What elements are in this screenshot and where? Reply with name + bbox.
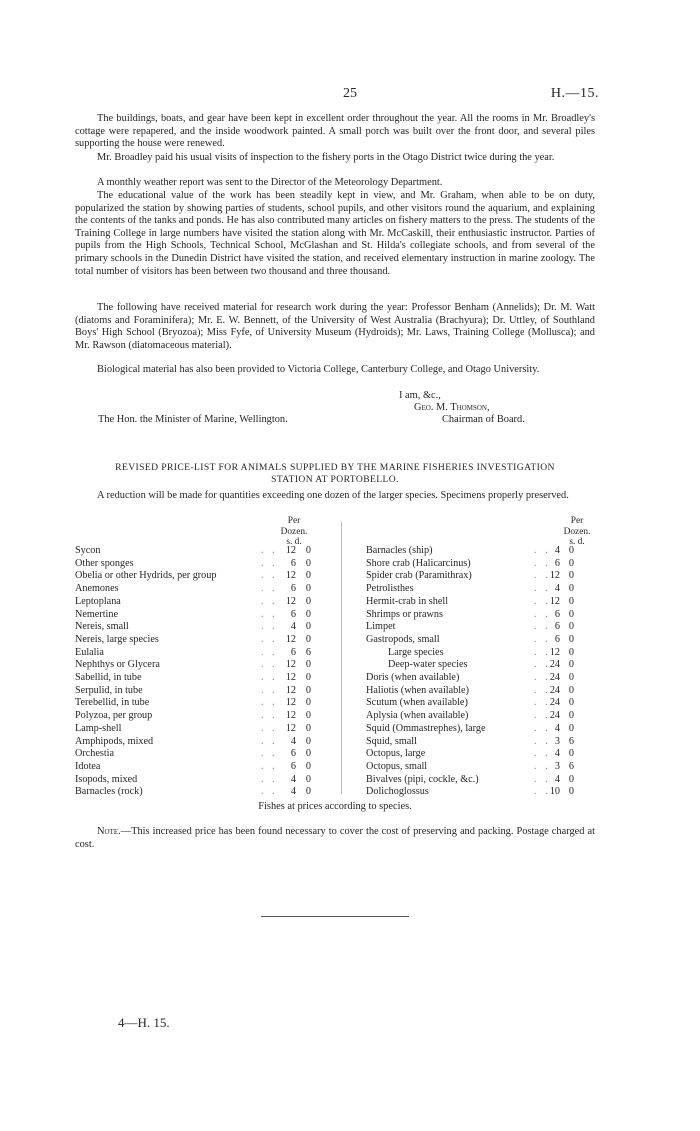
paragraph-inspection: Mr. Broadley paid his usual visits of inspection to the fishery ports in the Otago District twice during the year. bbox=[97, 152, 555, 163]
species-name: Octopus, large bbox=[366, 748, 426, 760]
price-row bbox=[366, 621, 596, 634]
price-shillings: 12 bbox=[285, 659, 296, 671]
pricelist-heading-line2: STATION AT PORTOBELLO. bbox=[271, 474, 399, 485]
price-pence: 0 bbox=[305, 684, 311, 696]
price-shillings: 24 bbox=[549, 684, 560, 696]
price-shillings: 6 bbox=[554, 633, 560, 645]
leader-dots: . . bbox=[261, 621, 278, 633]
price-row bbox=[366, 748, 596, 761]
species-name: Other sponges bbox=[75, 557, 134, 569]
leader-dots: . . bbox=[534, 748, 551, 760]
price-pence: 0 bbox=[305, 633, 311, 645]
species-name: Bivalves (pipi, cockle, &c.) bbox=[366, 773, 479, 785]
price-pence: 0 bbox=[305, 595, 311, 607]
price-pence: 0 bbox=[305, 672, 311, 683]
signatory-name: Geo. M. Thomson, bbox=[414, 402, 490, 413]
species-name: Hermit-crab in shell bbox=[366, 595, 449, 607]
leader-dots: . . bbox=[534, 735, 551, 747]
leader-dots: . . bbox=[261, 646, 278, 658]
price-row bbox=[366, 761, 596, 774]
species-name: Serpulid, in tube bbox=[75, 684, 143, 696]
price-pence: 0 bbox=[305, 583, 311, 595]
species-name: Terebellid, in tube bbox=[75, 697, 150, 709]
price-pence: 0 bbox=[305, 748, 311, 760]
pricelist-heading bbox=[75, 462, 595, 486]
price-row bbox=[75, 761, 325, 774]
price-pence: 0 bbox=[568, 722, 574, 734]
price-pence: 0 bbox=[305, 735, 311, 747]
price-pence: 6 bbox=[305, 646, 311, 658]
price-pence: 0 bbox=[568, 621, 574, 633]
pricelist-heading-line1: REVISED PRICE-LIST FOR ANIMALS SUPPLIED BY THE MARINE FISHERIES INVESTIGATION bbox=[115, 462, 555, 473]
price-row bbox=[366, 545, 596, 558]
leader-dots: . . bbox=[261, 672, 278, 683]
price-pence: 0 bbox=[305, 710, 311, 722]
species-name: Large species bbox=[388, 646, 444, 658]
price-pence: 0 bbox=[305, 786, 311, 798]
pricelist-intro: A reduction will be made for quantities exceeding one dozen of the larger species. Specimens properly preserved. bbox=[97, 490, 569, 501]
price-row bbox=[75, 545, 325, 558]
leader-dots: . . bbox=[261, 545, 278, 556]
species-name: Nemertine bbox=[75, 608, 118, 620]
leader-dots: . . bbox=[534, 684, 551, 696]
species-name: Petrolisthes bbox=[366, 583, 414, 595]
price-row bbox=[75, 609, 325, 622]
leader-dots: . . bbox=[534, 595, 551, 607]
paragraph-biological: Biological material has also been provided to Victoria College, Canterbury College, and Otago University. bbox=[97, 364, 540, 375]
species-name: Shrimps or prawns bbox=[366, 608, 443, 620]
price-shillings: 6 bbox=[290, 748, 296, 760]
price-row bbox=[366, 609, 596, 622]
leader-dots: . . bbox=[534, 672, 551, 683]
leader-dots: . . bbox=[534, 722, 551, 734]
species-name: Eulalia bbox=[75, 646, 104, 658]
price-row bbox=[366, 647, 596, 660]
species-name: Squid (Ommastrephes), large bbox=[366, 722, 486, 734]
leader-dots: . . bbox=[534, 633, 551, 645]
leader-dots: . . bbox=[261, 633, 278, 645]
species-name: Obelia or other Hydrids, per group bbox=[75, 570, 217, 582]
price-row bbox=[75, 723, 325, 736]
leader-dots: . . bbox=[534, 646, 551, 658]
price-row bbox=[366, 710, 596, 723]
price-row bbox=[366, 786, 596, 799]
leader-dots: . . bbox=[261, 710, 278, 722]
price-pence: 0 bbox=[568, 633, 574, 645]
species-name: Dolichoglossus bbox=[366, 786, 429, 798]
species-name: Nereis, small bbox=[75, 621, 129, 633]
price-shillings: 6 bbox=[554, 608, 560, 620]
leader-dots: . . bbox=[261, 608, 278, 620]
price-row bbox=[366, 570, 596, 583]
right-column-header: Per Dozen. s. d. bbox=[563, 516, 591, 547]
species-name: Isopods, mixed bbox=[75, 773, 138, 785]
leader-dots: . . bbox=[534, 570, 551, 582]
price-shillings: 12 bbox=[285, 672, 296, 683]
report-reference: H.—15. bbox=[550, 86, 599, 101]
price-row bbox=[366, 685, 596, 698]
price-shillings: 6 bbox=[290, 646, 296, 658]
species-name: Leptoplana bbox=[75, 595, 121, 607]
leader-dots: . . bbox=[261, 583, 278, 595]
leader-dots: . . bbox=[534, 773, 551, 785]
closing-line: I am, &c., bbox=[399, 390, 441, 401]
paragraph-weather: A monthly weather report was sent to the Director of the Meteorology Department. bbox=[97, 177, 443, 188]
price-pence: 0 bbox=[568, 697, 574, 709]
price-shillings: 12 bbox=[285, 633, 296, 645]
price-row bbox=[366, 672, 596, 685]
species-name: Amphipods, mixed bbox=[75, 735, 154, 747]
leader-dots: . . bbox=[261, 722, 278, 734]
price-shillings: 6 bbox=[554, 621, 560, 633]
price-row bbox=[75, 583, 325, 596]
price-shillings: 12 bbox=[285, 697, 296, 709]
price-shillings: 12 bbox=[285, 545, 296, 556]
price-row bbox=[366, 583, 596, 596]
price-pence: 0 bbox=[568, 595, 574, 607]
price-row bbox=[75, 558, 325, 571]
species-name: Barnacles (rock) bbox=[75, 786, 143, 798]
leader-dots: . . bbox=[261, 786, 278, 798]
leader-dots: . . bbox=[534, 557, 551, 569]
left-column-header: Per Dozen. s. d. bbox=[280, 516, 308, 547]
price-shillings: 6 bbox=[290, 583, 296, 595]
price-shillings: 6 bbox=[554, 557, 560, 569]
species-name: Aplysia (when available) bbox=[366, 710, 469, 722]
species-name: Squid, small bbox=[366, 735, 417, 747]
price-row bbox=[75, 685, 325, 698]
species-name: Shore crab (Halicarcinus) bbox=[366, 557, 471, 569]
price-shillings: 10 bbox=[549, 786, 560, 798]
paragraph-buildings: The buildings, boats, and gear have been kept in excellent order throughout the year. All the rooms in Mr. Broadley's cottage were repapered, and the inside woodwork painted. A small porch was built over the front door, and several piles supporting the house were renewed. bbox=[75, 113, 595, 150]
species-name: Haliotis (when available) bbox=[366, 684, 469, 696]
species-name: Barnacles (ship) bbox=[366, 545, 433, 556]
price-shillings: 4 bbox=[554, 722, 560, 734]
price-row bbox=[75, 659, 325, 672]
price-pence: 0 bbox=[568, 545, 574, 556]
note-paragraph: Note.—This increased price has been found necessary to cover the cost of preserving and packing. Postage charged at cost. bbox=[75, 826, 595, 850]
species-name: Sycon bbox=[75, 545, 101, 556]
species-name: Nereis, large species bbox=[75, 633, 159, 645]
species-name: Octopus, small bbox=[366, 760, 428, 772]
price-pence: 0 bbox=[568, 583, 574, 595]
leader-dots: . . bbox=[261, 557, 278, 569]
species-name: Lamp-shell bbox=[75, 722, 122, 734]
species-name: Scutum (when available) bbox=[366, 697, 468, 709]
price-row bbox=[366, 634, 596, 647]
price-pence: 6 bbox=[568, 760, 574, 772]
price-pence: 0 bbox=[305, 621, 311, 633]
price-pence: 0 bbox=[305, 697, 311, 709]
price-row bbox=[75, 774, 325, 787]
leader-dots: . . bbox=[261, 697, 278, 709]
price-shillings: 24 bbox=[549, 710, 560, 722]
leader-dots: . . bbox=[261, 760, 278, 772]
leader-dots: . . bbox=[534, 545, 551, 556]
signature-mark: 4—H. 15. bbox=[118, 1015, 170, 1030]
species-name: Doris (when available) bbox=[366, 672, 460, 683]
price-shillings: 6 bbox=[290, 760, 296, 772]
leader-dots: . . bbox=[261, 570, 278, 582]
leader-dots: . . bbox=[261, 748, 278, 760]
leader-dots: . . bbox=[261, 595, 278, 607]
price-pence: 6 bbox=[568, 735, 574, 747]
price-pence: 0 bbox=[568, 773, 574, 785]
price-pence: 0 bbox=[568, 710, 574, 722]
price-row bbox=[366, 596, 596, 609]
price-shillings: 3 bbox=[554, 735, 560, 747]
price-row bbox=[75, 596, 325, 609]
price-pence: 0 bbox=[568, 672, 574, 683]
price-pence: 0 bbox=[305, 773, 311, 785]
price-shillings: 4 bbox=[554, 545, 560, 556]
price-row bbox=[366, 774, 596, 787]
price-pence: 0 bbox=[568, 659, 574, 671]
price-shillings: 6 bbox=[290, 608, 296, 620]
species-name: Limpet bbox=[366, 621, 396, 633]
leader-dots: . . bbox=[261, 659, 278, 671]
price-pence: 0 bbox=[568, 570, 574, 582]
price-shillings: 4 bbox=[554, 583, 560, 595]
species-name: Spider crab (Paramithrax) bbox=[366, 570, 472, 582]
species-name: Nephthys or Glycera bbox=[75, 659, 160, 671]
price-row bbox=[366, 697, 596, 710]
price-pence: 0 bbox=[568, 786, 574, 798]
price-row bbox=[75, 672, 325, 685]
species-name: Deep-water species bbox=[388, 659, 468, 671]
price-shillings: 4 bbox=[554, 748, 560, 760]
price-pence: 0 bbox=[305, 545, 311, 556]
price-row bbox=[75, 748, 325, 761]
leader-dots: . . bbox=[534, 786, 551, 798]
price-row bbox=[75, 697, 325, 710]
page-number: 25 bbox=[343, 86, 357, 101]
price-shillings: 12 bbox=[549, 570, 560, 582]
price-shillings: 24 bbox=[549, 697, 560, 709]
price-shillings: 12 bbox=[549, 595, 560, 607]
leader-dots: . . bbox=[534, 583, 551, 595]
price-shillings: 4 bbox=[290, 621, 296, 633]
signatory-title: Chairman of Board. bbox=[442, 414, 525, 425]
price-shillings: 12 bbox=[285, 595, 296, 607]
price-shillings: 12 bbox=[285, 570, 296, 582]
price-shillings: 24 bbox=[549, 659, 560, 671]
price-row bbox=[75, 710, 325, 723]
price-row bbox=[75, 634, 325, 647]
price-shillings: 4 bbox=[290, 773, 296, 785]
price-pence: 0 bbox=[568, 646, 574, 658]
price-pence: 0 bbox=[305, 659, 311, 671]
addressee: The Hon. the Minister of Marine, Wellington. bbox=[98, 414, 288, 425]
price-shillings: 24 bbox=[549, 672, 560, 683]
leader-dots: . . bbox=[261, 773, 278, 785]
price-pence: 0 bbox=[305, 570, 311, 582]
price-row bbox=[75, 786, 325, 799]
price-row bbox=[75, 736, 325, 749]
leader-dots: . . bbox=[534, 608, 551, 620]
price-shillings: 4 bbox=[290, 735, 296, 747]
paragraph-research: The following have received material for research work during the year: Professor Benham (Annelids); Dr. M. Watt (diatoms and Foraminifera); Mr. E. W. Bennett, of the University of West Australia (Brachyura); Dr. Uttley, of Southland Boys' High School (Bryozoa); Miss Fyfe, of University Museum (Hydroids); Mr. Laws, Training College (Mollusca); and Mr. Rawson (diatomaceous material). bbox=[75, 302, 595, 351]
price-pence: 0 bbox=[568, 608, 574, 620]
species-name: Gastropods, small bbox=[366, 633, 440, 645]
leader-dots: . . bbox=[534, 621, 551, 633]
column-divider bbox=[341, 522, 342, 794]
species-name: Idotea bbox=[75, 760, 101, 772]
closing-rule bbox=[261, 916, 409, 917]
price-pence: 0 bbox=[568, 748, 574, 760]
price-shillings: 4 bbox=[290, 786, 296, 798]
price-shillings: 12 bbox=[285, 710, 296, 722]
leader-dots: . . bbox=[261, 684, 278, 696]
price-shillings: 12 bbox=[285, 722, 296, 734]
price-row bbox=[75, 621, 325, 634]
price-pence: 0 bbox=[305, 722, 311, 734]
price-shillings: 6 bbox=[290, 557, 296, 569]
price-row bbox=[75, 647, 325, 660]
price-row bbox=[366, 723, 596, 736]
price-pence: 0 bbox=[568, 557, 574, 569]
leader-dots: . . bbox=[261, 735, 278, 747]
species-name: Polyzoa, per group bbox=[75, 710, 153, 722]
price-pence: 0 bbox=[305, 608, 311, 620]
price-row bbox=[366, 558, 596, 571]
price-pence: 0 bbox=[568, 684, 574, 696]
leader-dots: . . bbox=[534, 760, 551, 772]
leader-dots: . . bbox=[534, 659, 551, 671]
species-name: Sabellid, in tube bbox=[75, 672, 142, 683]
price-row bbox=[366, 659, 596, 672]
price-shillings: 12 bbox=[549, 646, 560, 658]
price-pence: 0 bbox=[305, 760, 311, 772]
species-name: Orchestia bbox=[75, 748, 115, 760]
paragraph-education: The educational value of the work has been steadily kept in view, and Mr. Graham, when able to be on duty, popularized the station by showing parties of students, school pupils, and other visitors round the aquarium, and explaining the contents of the tanks and ponds. He has also contributed many articles on fishery matters to the press. The students of the Training College in large numbers have visited the station along with Mr. McCaskill, their enthusiastic instructor. Parties of pupils from the High Schools, Technical School, McGlashan and St. Hilda's collegiate schools, and from several of the primary schools in the Dunedin District have visited the station, and received elementary instruction in marine zoology. The total number of visitors has been between two thousand and three thousand. bbox=[75, 190, 595, 277]
leader-dots: . . bbox=[534, 710, 551, 722]
price-pence: 0 bbox=[305, 557, 311, 569]
price-shillings: 4 bbox=[554, 773, 560, 785]
fishes-note: Fishes at prices according to species. bbox=[258, 801, 412, 812]
leader-dots: . . bbox=[534, 697, 551, 709]
price-shillings: 3 bbox=[554, 760, 560, 772]
price-row bbox=[366, 736, 596, 749]
price-shillings: 12 bbox=[285, 684, 296, 696]
price-row bbox=[75, 570, 325, 583]
species-name: Anemones bbox=[75, 583, 119, 595]
